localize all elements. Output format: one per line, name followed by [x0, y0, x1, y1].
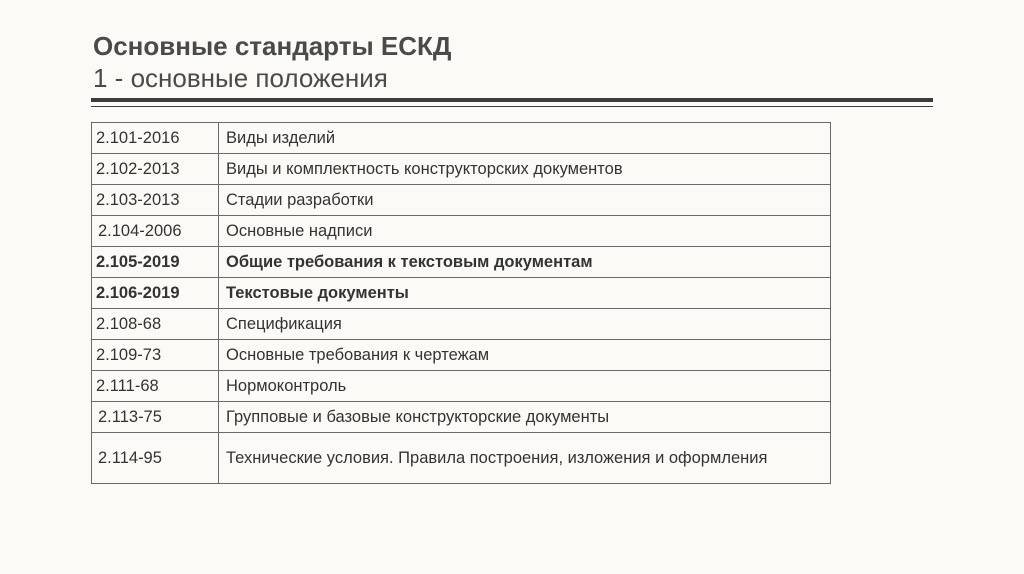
standards-table	[91, 122, 831, 484]
standard-name: Нормоконтроль	[219, 371, 831, 402]
table-row	[92, 433, 831, 484]
standard-name: Основные требования к чертежам	[219, 340, 831, 371]
title-divider-thick	[91, 98, 933, 102]
standard-code: 2.102-2013	[92, 154, 219, 185]
table-row	[92, 309, 831, 340]
standard-code: 2.114-95	[92, 433, 219, 484]
standard-code: 2.113-75	[92, 402, 219, 433]
table-row	[92, 371, 831, 402]
table-row	[92, 216, 831, 247]
table-row	[92, 278, 831, 309]
standard-name: Виды и комплектность конструкторских документов	[219, 154, 831, 185]
standard-code: 2.105-2019	[92, 247, 219, 278]
standard-code: 2.103-2013	[92, 185, 219, 216]
standard-code: 2.104-2006	[92, 216, 219, 247]
standard-code: 2.106-2019	[92, 278, 219, 309]
standard-name: Общие требования к текстовым документам	[219, 247, 831, 278]
standard-code: 2.101-2016	[92, 123, 219, 154]
standard-name: Групповые и базовые конструкторские документы	[219, 402, 831, 433]
standard-name: Виды изделий	[219, 123, 831, 154]
slide-subtitle: 1 - основные положения	[93, 63, 388, 93]
slide-title: Основные стандарты ЕСКД	[93, 31, 452, 61]
standard-name: Текстовые документы	[219, 278, 831, 309]
table-row	[92, 247, 831, 278]
table-row	[92, 402, 831, 433]
table-row	[92, 154, 831, 185]
standard-code: 2.108-68	[92, 309, 219, 340]
standard-name: Основные надписи	[219, 216, 831, 247]
table-row	[92, 185, 831, 216]
standard-code: 2.111-68	[92, 371, 219, 402]
standard-name: Технические условия. Правила построения, изложения и оформления	[219, 433, 831, 484]
title-divider-thin	[91, 106, 933, 107]
table-row	[92, 123, 831, 154]
standard-code: 2.109-73	[92, 340, 219, 371]
table-row	[92, 340, 831, 371]
standard-name: Стадии разработки	[219, 185, 831, 216]
standard-name: Спецификация	[219, 309, 831, 340]
